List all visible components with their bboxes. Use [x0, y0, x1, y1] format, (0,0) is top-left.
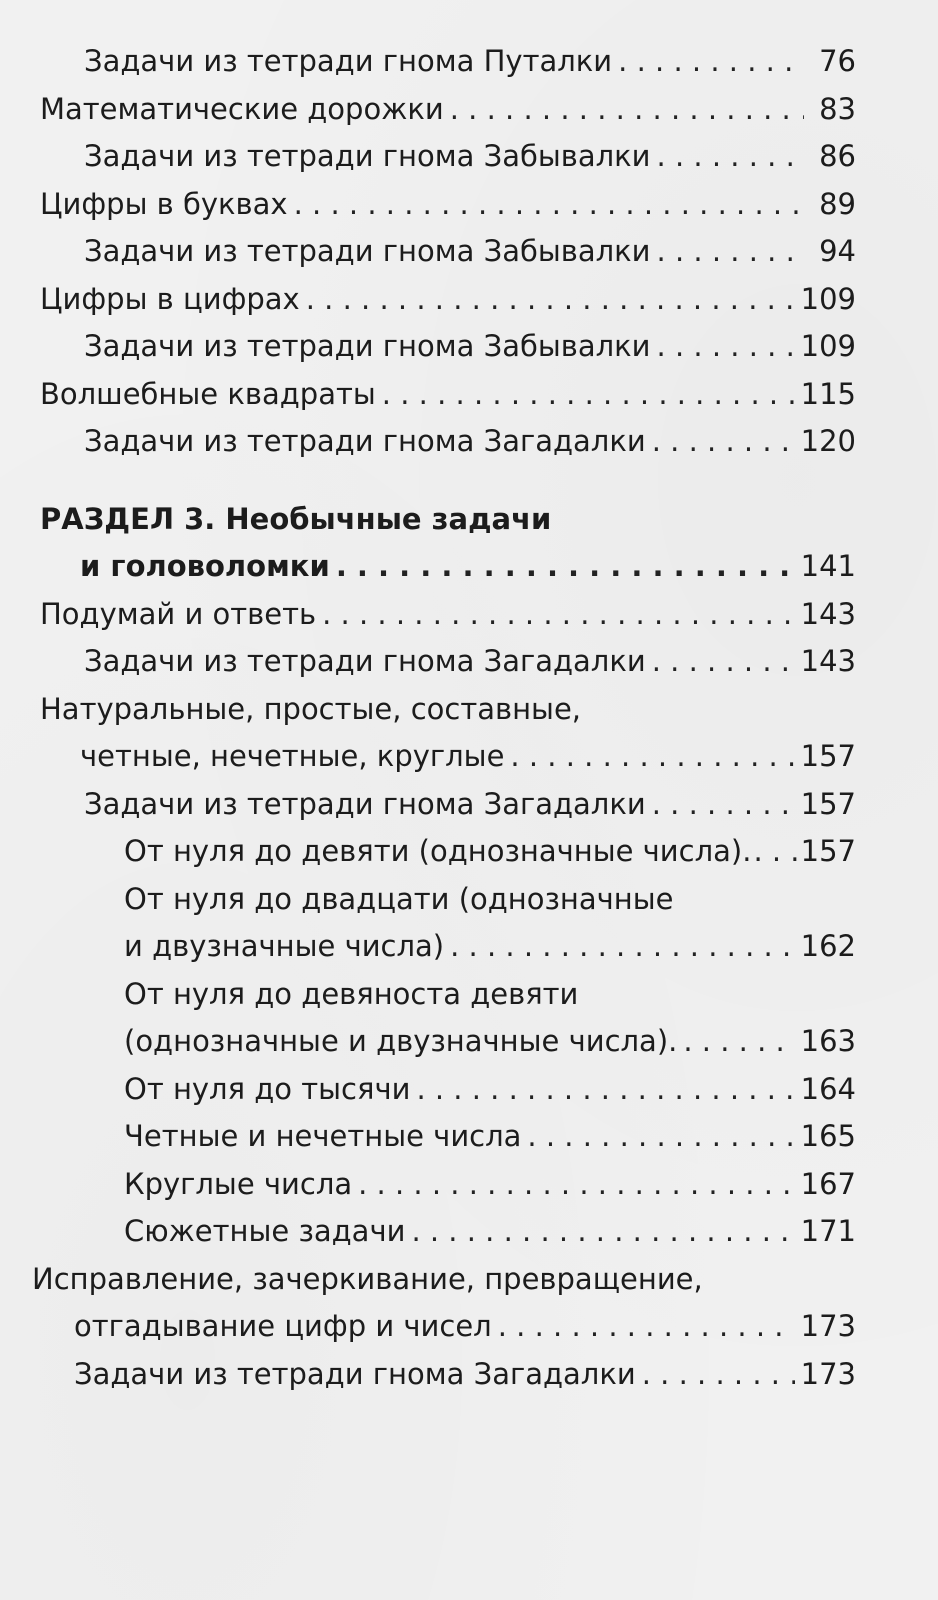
dot-leader [652, 781, 795, 829]
toc-entry-title: Математические дорожки [40, 91, 444, 126]
dot-leader [336, 543, 795, 591]
toc-entry-continuation[interactable] [40, 1018, 856, 1066]
toc-page-number: 173 [800, 1356, 856, 1391]
toc-entry-title: Задачи из тетради гнома Загадалки [84, 786, 646, 821]
toc-entry[interactable] [40, 876, 856, 924]
dot-leader [358, 1161, 795, 1209]
toc-entry-continuation[interactable] [40, 733, 856, 781]
dot-leader [450, 923, 795, 971]
toc-entry-title: Круглые числа [124, 1166, 353, 1201]
toc-page-number: 120 [800, 424, 856, 458]
dot-leader [657, 323, 795, 371]
toc-entry-title: Натуральные, простые, составные, [40, 691, 582, 726]
dot-leader [652, 418, 795, 466]
toc-entry-title: Волшебные квадраты [40, 376, 376, 411]
toc-entry-title: Задачи из тетради гнома Забывалки [84, 234, 651, 268]
toc-entry-title: От нуля до двадцати (однозначные [124, 881, 674, 916]
toc-page-number: 109 [800, 281, 856, 316]
toc-entry[interactable] [40, 828, 856, 876]
toc-entry-title-cont: отгадывание цифр и чисел [74, 1309, 492, 1343]
toc-entry[interactable] [40, 323, 856, 371]
toc-entry-title: Задачи из тетради гнома Путалки [84, 44, 613, 78]
dot-leader [294, 181, 804, 229]
dot-leader [657, 228, 804, 276]
section-gap [40, 466, 856, 496]
toc-page-number: 157 [800, 786, 856, 821]
toc-page-number: 165 [800, 1119, 856, 1153]
toc-page-number: 162 [800, 929, 856, 963]
toc-entry[interactable] [40, 418, 856, 466]
toc-page-number: 89 [819, 186, 856, 221]
toc-entry-title: Задачи из тетради гнома Забывалки [84, 139, 651, 173]
section-heading-title: РАЗДЕЛ 3. Необычные задачи [40, 501, 552, 536]
toc-page-number: 163 [800, 1024, 856, 1058]
dot-leader [382, 371, 795, 419]
section-heading[interactable] [40, 496, 856, 544]
toc-entry[interactable] [40, 781, 856, 829]
toc-page-number: 94 [819, 234, 856, 268]
toc-entry-title: Цифры в буквах [40, 186, 288, 221]
dot-leader [683, 1018, 794, 1066]
toc-page-number: 173 [800, 1309, 856, 1343]
toc-entry-title: От нуля до тысячи [124, 1071, 411, 1106]
toc-page-number: 115 [800, 376, 856, 411]
toc-entry[interactable] [40, 1351, 856, 1399]
toc-entry-continuation[interactable] [40, 1303, 856, 1351]
toc-entry-title: Сюжетные задачи [124, 1214, 406, 1248]
toc-entry-title-cont: четные, нечетные, круглые [80, 739, 505, 773]
toc-page-number: 143 [800, 644, 856, 678]
dot-leader [657, 133, 804, 181]
toc-entry-title: Задачи из тетради гнома Загадалки [74, 1356, 636, 1391]
toc-entry[interactable] [40, 971, 856, 1019]
toc-page-number: 143 [800, 596, 856, 631]
toc-entry[interactable] [40, 686, 856, 734]
toc-entry-title: Задачи из тетради гнома Забывалки [84, 329, 651, 363]
toc-entry-title: Цифры в цифрах [40, 281, 300, 316]
section-heading-title-cont: и головоломки [80, 549, 330, 583]
dot-leader [642, 1351, 795, 1399]
toc-entry[interactable] [40, 133, 856, 181]
toc-entry[interactable] [40, 86, 856, 134]
dot-leader [753, 828, 798, 876]
toc-page-number: 157 [800, 834, 856, 868]
toc-entry-title: Исправление, зачеркивание, превращение, [32, 1261, 703, 1296]
toc-entry[interactable] [40, 591, 856, 639]
toc-entry[interactable] [40, 1066, 856, 1114]
dot-leader [510, 733, 794, 781]
dot-leader [416, 1066, 794, 1114]
toc-page-number: 83 [819, 91, 856, 126]
dot-leader [652, 638, 795, 686]
table-of-contents [32, 38, 856, 1398]
toc-entry-title: Задачи из тетради гнома Загадалки [84, 644, 646, 678]
toc-page-number: 164 [800, 1071, 856, 1106]
toc-entry-title: Подумай и ответь [40, 596, 317, 631]
toc-page-number: 76 [819, 44, 856, 78]
dot-leader [306, 276, 795, 324]
toc-entry-title-cont: и двузначные числа) [124, 929, 445, 963]
toc-entry[interactable] [40, 1161, 856, 1209]
toc-entry[interactable] [40, 38, 856, 86]
toc-entry[interactable] [40, 638, 856, 686]
toc-entry-title-cont: (однозначные и двузначные числа). [124, 1024, 678, 1058]
toc-page-number: 86 [819, 139, 856, 173]
toc-page-number: 167 [800, 1166, 856, 1201]
toc-entry-title: Задачи из тетради гнома Загадалки [84, 424, 646, 458]
toc-entry[interactable] [40, 228, 856, 276]
toc-entry-title: Четные и нечетные числа [124, 1119, 522, 1153]
toc-entry[interactable] [32, 1256, 856, 1304]
toc-page-number: 141 [800, 549, 856, 583]
toc-page-number: 171 [800, 1214, 856, 1248]
toc-entry-continuation[interactable] [40, 923, 856, 971]
dot-leader [450, 86, 804, 134]
toc-entry[interactable] [40, 181, 856, 229]
toc-entry-title: От нуля до девяноста девяти [124, 976, 579, 1011]
section-heading-continuation[interactable] [40, 543, 856, 591]
dot-leader [322, 591, 795, 639]
toc-entry[interactable] [40, 1208, 856, 1256]
toc-entry-title: От нуля до девяти (однозначные числа). [124, 834, 752, 868]
toc-entry[interactable] [40, 276, 856, 324]
toc-entry[interactable] [40, 1113, 856, 1161]
dot-leader [411, 1208, 794, 1256]
toc-entry[interactable] [40, 371, 856, 419]
dot-leader [498, 1303, 795, 1351]
toc-page-number: 157 [800, 739, 856, 773]
toc-page-number: 109 [800, 329, 856, 363]
dot-leader [618, 38, 804, 86]
dot-leader [527, 1113, 794, 1161]
